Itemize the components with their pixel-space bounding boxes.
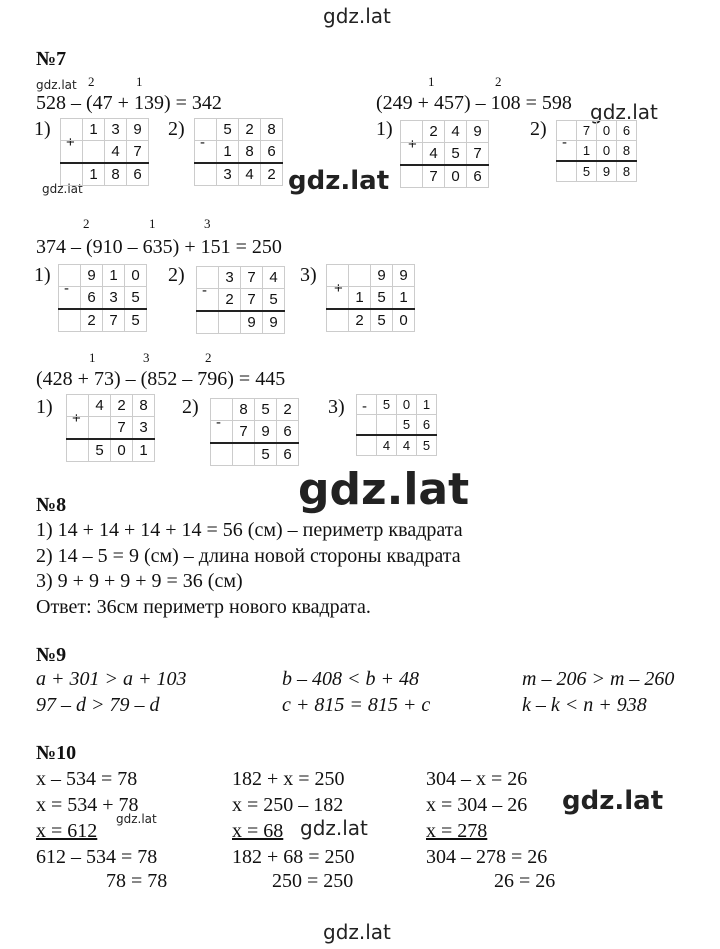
calc-grid: 7 0 6 1 0 8 5 9 8 — [556, 120, 637, 182]
calc-grid: 5 2 8 1 8 6 3 4 2 — [194, 118, 283, 186]
calc-grid: 2 4 9 4 5 7 7 0 6 — [400, 120, 489, 188]
order-mark: 1 — [89, 350, 96, 365]
task8-line: 1) 14 + 14 + 14 + 14 = 56 (см) – периметр квадрата — [36, 519, 463, 541]
equation-answer: x = 612 — [36, 820, 98, 842]
op-sign: + — [72, 410, 81, 427]
op-sign: + — [408, 136, 417, 153]
inequality: b – 408 < b + 48 — [282, 668, 419, 690]
step-number: 2) — [168, 264, 185, 286]
watermark-small: gdz.lat — [300, 816, 368, 840]
order-mark: 1 — [428, 74, 435, 89]
step-number: 1) — [376, 118, 393, 140]
equation-step: x = 304 – 26 — [426, 794, 528, 816]
order-mark: 2 — [495, 74, 502, 89]
watermark-small: gdz.lat — [42, 182, 83, 196]
op-sign: - — [216, 414, 221, 431]
order-mark: 2 — [83, 216, 90, 231]
equation-step: x – 534 = 78 — [36, 768, 138, 790]
op-sign: - — [562, 134, 567, 151]
task8-answer: Ответ: 36см периметр нового квадрата. — [36, 596, 371, 618]
calc-grid: 1 3 9 4 7 1 8 6 — [60, 118, 149, 186]
equation-3: 374 – (910 – 635) + 151 = 250 — [36, 236, 282, 258]
step-number: 2) — [530, 118, 547, 140]
calc-grid: 9 9 1 5 1 2 5 0 — [326, 264, 415, 332]
watermark-small: gdz.lat — [116, 812, 157, 826]
step-number: 3) — [300, 264, 317, 286]
step-number: 1) — [36, 396, 53, 418]
op-sign: + — [66, 134, 75, 151]
op-sign: + — [334, 280, 343, 297]
order-mark: 3 — [143, 350, 150, 365]
equation-step: x = 250 – 182 — [232, 794, 344, 816]
calc-grid: 4 2 8 7 3 5 0 1 — [66, 394, 155, 462]
calc-grid: 9 1 0 6 3 5 2 7 5 — [58, 264, 147, 332]
equation-check-result: 26 = 26 — [494, 870, 556, 892]
watermark-medium: gdz.lat — [288, 166, 390, 196]
watermark-small: gdz.lat — [590, 100, 658, 124]
op-sign: - — [202, 282, 207, 299]
equation-step: 304 – x = 26 — [426, 768, 528, 790]
equation-check: 182 + 68 = 250 — [232, 846, 355, 868]
step-number: 1) — [34, 118, 51, 140]
task7-heading: №7 — [36, 48, 67, 70]
watermark-top: gdz.lat — [323, 4, 391, 28]
op-sign: - — [200, 134, 205, 151]
equation-2: (249 + 457) – 108 = 598 — [376, 92, 572, 114]
equation-check-result: 250 = 250 — [272, 870, 354, 892]
calc-grid: 8 5 2 7 9 6 5 6 — [210, 398, 299, 466]
equation-answer: x = 68 — [232, 820, 284, 842]
step-number: 2) — [168, 118, 185, 140]
order-mark: 1 — [149, 216, 156, 231]
equation-step: x = 534 + 78 — [36, 794, 139, 816]
equation-4: (428 + 73) – (852 – 796) = 445 — [36, 368, 286, 390]
order-mark: 1 — [136, 74, 143, 89]
order-mark: 2 — [88, 74, 95, 89]
equation-check-result: 78 = 78 — [106, 870, 168, 892]
step-number: 2) — [182, 396, 199, 418]
equation-step: 182 + x = 250 — [232, 768, 345, 790]
step-number: 1) — [34, 264, 51, 286]
equation-1: 528 – (47 + 139) = 342 — [36, 92, 222, 114]
task8-line: 3) 9 + 9 + 9 + 9 = 36 (см) — [36, 570, 243, 592]
calc-grid: 3 7 4 2 7 5 9 9 — [196, 266, 285, 334]
op-sign: - — [64, 280, 69, 297]
inequality: k – k < n + 938 — [522, 694, 647, 716]
watermark-medium: gdz.lat — [562, 786, 664, 816]
order-mark: 2 — [205, 350, 212, 365]
task10-heading: №10 — [36, 742, 77, 764]
inequality: 97 – d > 79 – d — [36, 694, 160, 716]
inequality: a + 301 > a + 103 — [36, 668, 187, 690]
inequality: c + 815 = 815 + c — [282, 694, 431, 716]
equation-check: 612 – 534 = 78 — [36, 846, 158, 868]
equation-answer: x = 278 — [426, 820, 488, 842]
calc-grid: 5 0 1 5 6 4 4 5 — [356, 394, 437, 456]
task9-heading: №9 — [36, 644, 67, 666]
inequality: m – 206 > m – 260 — [522, 668, 675, 690]
watermark-large: gdz.lat — [298, 464, 470, 515]
watermark-small: gdz.lat — [36, 78, 77, 92]
task8-line: 2) 14 – 5 = 9 (см) – длина новой стороны квадрата — [36, 545, 461, 567]
order-mark: 3 — [204, 216, 211, 231]
equation-check: 304 – 278 = 26 — [426, 846, 548, 868]
step-number: 3) — [328, 396, 345, 418]
task8-heading: №8 — [36, 494, 67, 516]
watermark-bottom: gdz.lat — [323, 920, 391, 944]
op-sign: - — [362, 398, 367, 415]
